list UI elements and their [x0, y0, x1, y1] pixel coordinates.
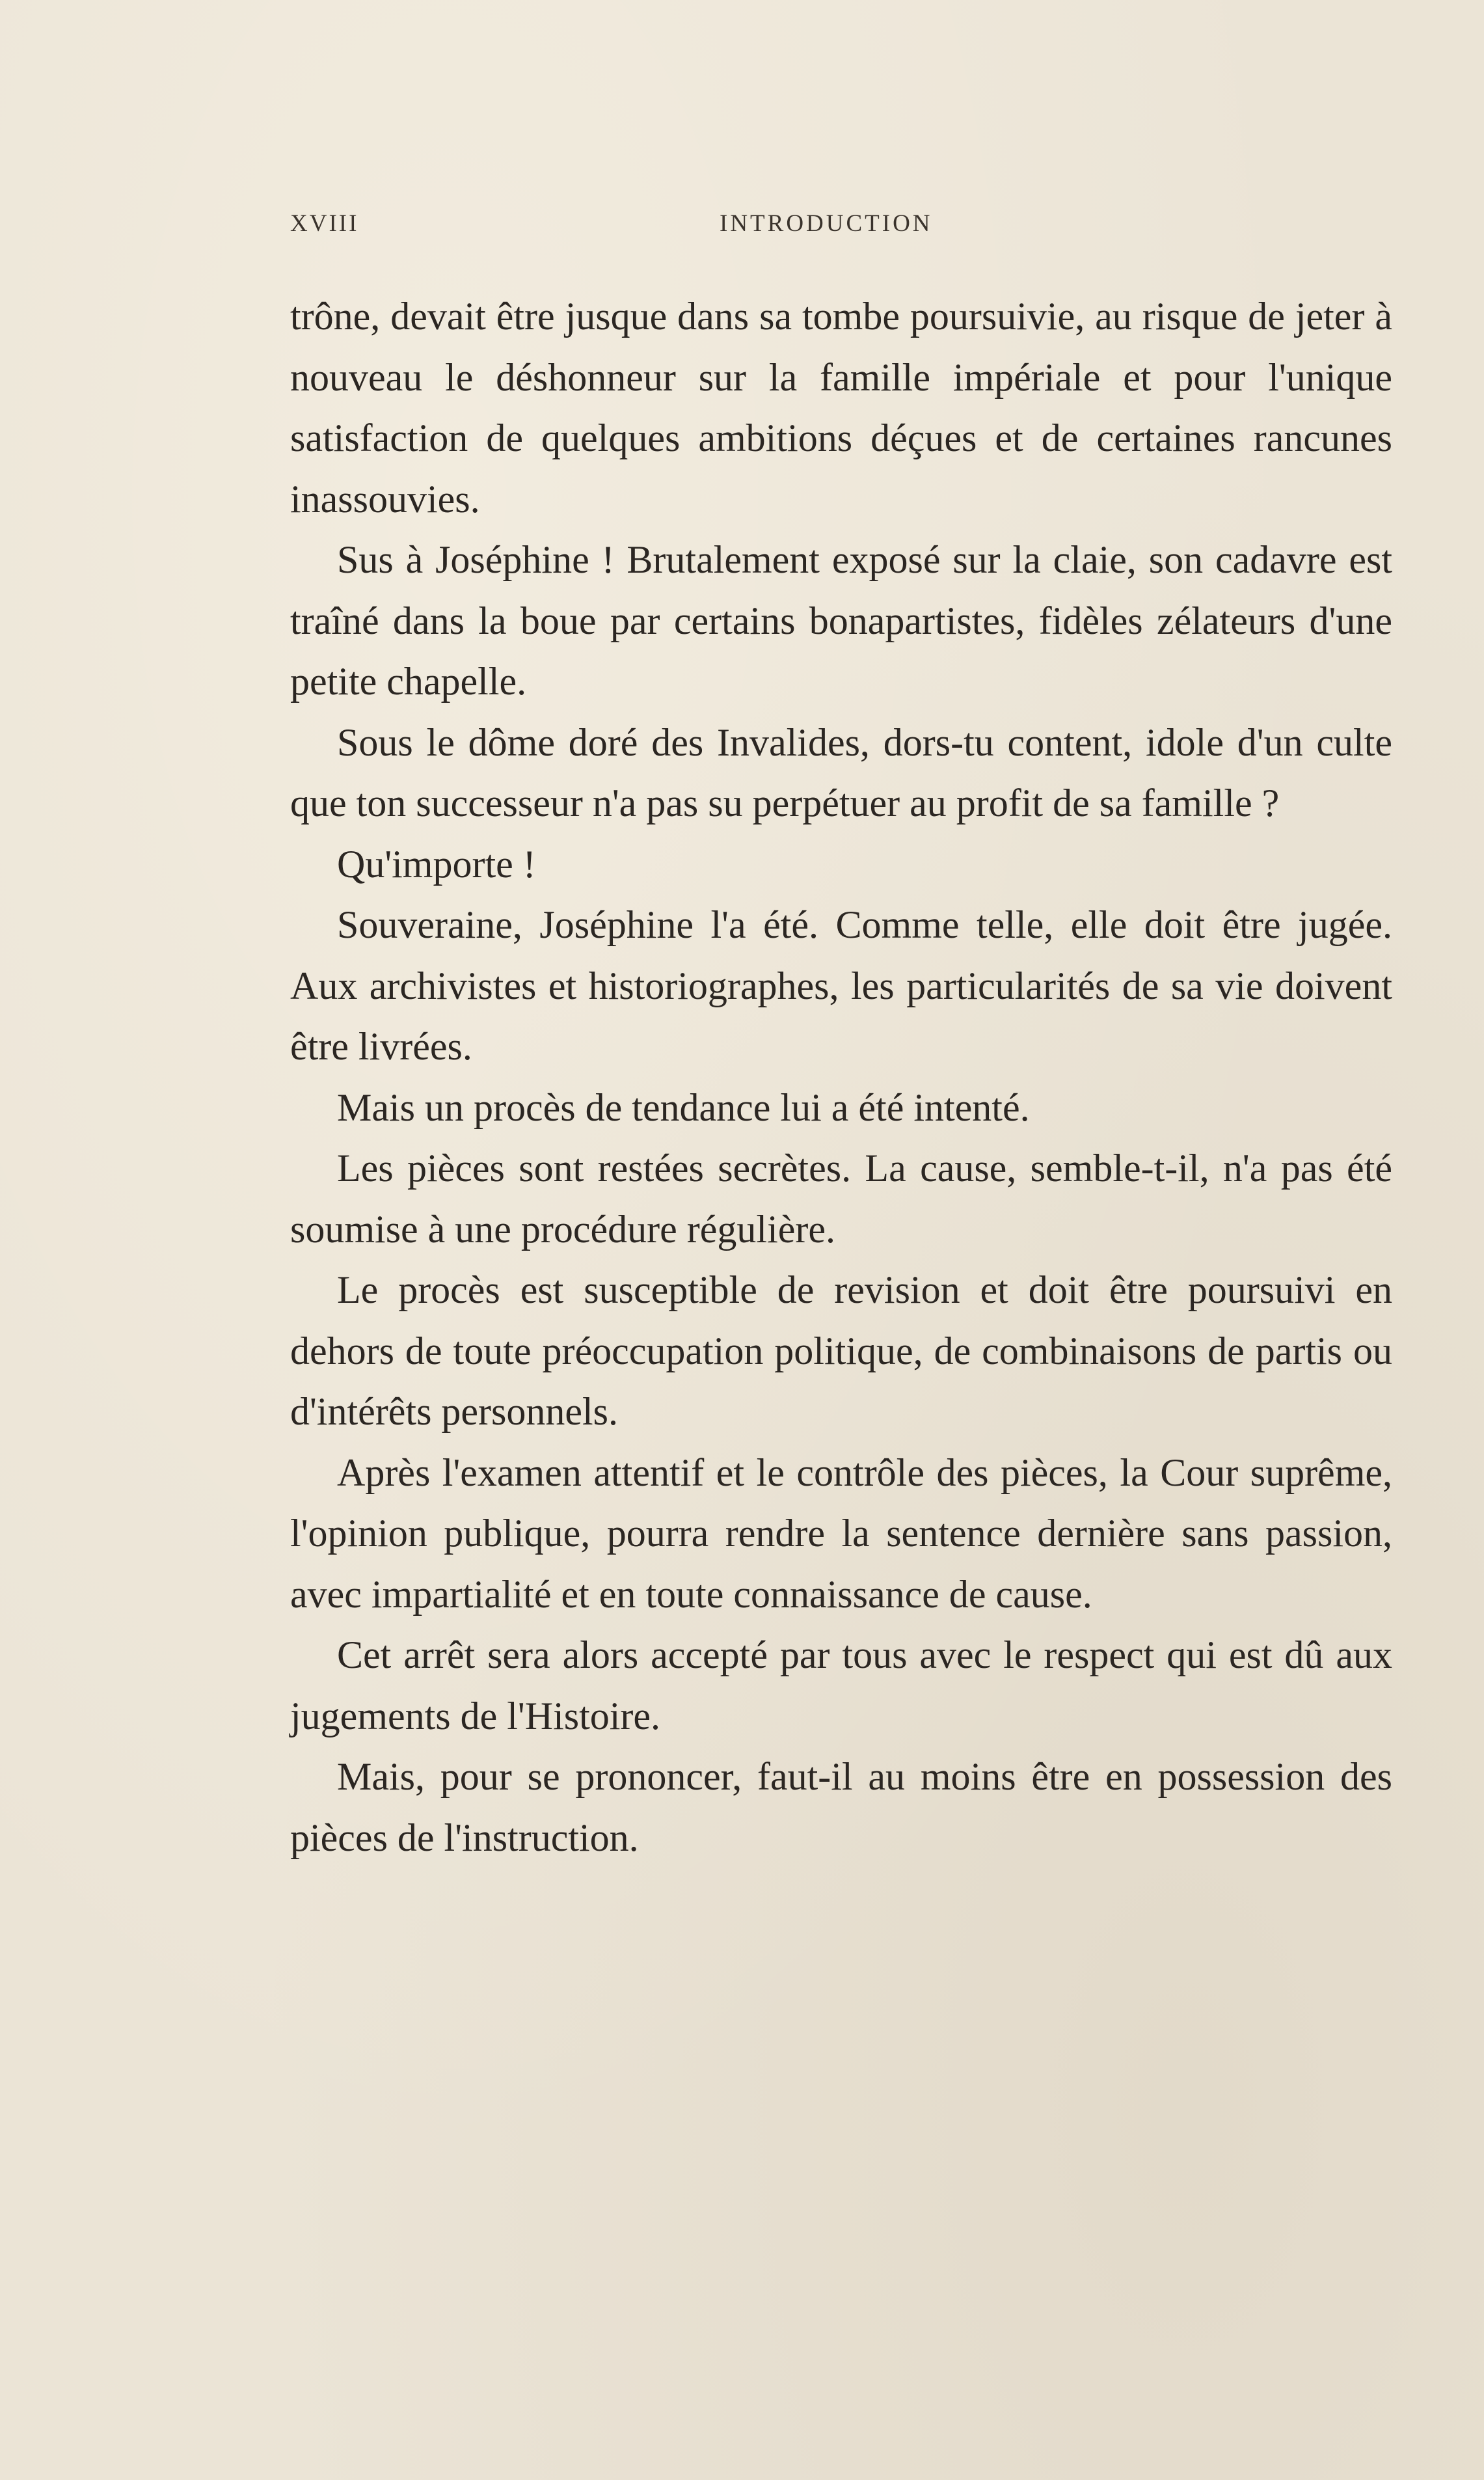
page-number: XVIII: [290, 210, 359, 237]
paragraph: Le procès est susceptible de revision et doit être poursuivi en dehors de toute préoccupation politique, de combinaisons de partis ou d'intérêts personnels.: [290, 1268, 1392, 1433]
running-title: INTRODUCTION: [720, 210, 933, 237]
paragraph: Les pièces sont restées secrètes. La cause, semble-t-il, n'a pas été soumise à une procédure régulière.: [290, 1147, 1392, 1251]
paragraph: trône, devait être jusque dans sa tombe poursuivie, au risque de jeter à nouveau le déshonneur sur la famille impériale et pour l'unique satisfaction de quelques ambitions déçues et de certaines rancunes inassouvies.: [290, 295, 1392, 521]
paragraph: Souveraine, Joséphine l'a été. Comme telle, elle doit être jugée. Aux archivistes et historiographes, les particularités de sa vie doivent être livrées.: [290, 903, 1392, 1068]
paragraph: Cet arrêt sera alors accepté par tous avec le respect qui est dû aux jugements de l'Histoire.: [290, 1633, 1392, 1737]
paragraph: Mais un procès de tendance lui a été intenté.: [337, 1085, 1030, 1129]
paragraph: Sous le dôme doré des Invalides, dors-tu content, idole d'un culte que ton successeur n'a pas su perpétuer au profit de sa famille ?: [290, 720, 1392, 824]
paragraph: Sus à Joséphine ! Brutalement exposé sur la claie, son cadavre est traîné dans la boue par certains bonapartistes, fidèles zélateurs d'une petite chapelle.: [290, 538, 1392, 703]
paragraph: Qu'importe !: [337, 842, 536, 886]
running-head: [290, 210, 1392, 242]
body-text: [290, 286, 1392, 1868]
paragraph: Mais, pour se prononcer, faut-il au moins être en possession des pièces de l'instruction.: [290, 1755, 1392, 1859]
paragraph: Après l'examen attentif et le contrôle des pièces, la Cour suprême, l'opinion publique, pourra rendre la sentence dernière sans passion, avec impartialité et en toute connaissance de cause.: [290, 1451, 1392, 1616]
